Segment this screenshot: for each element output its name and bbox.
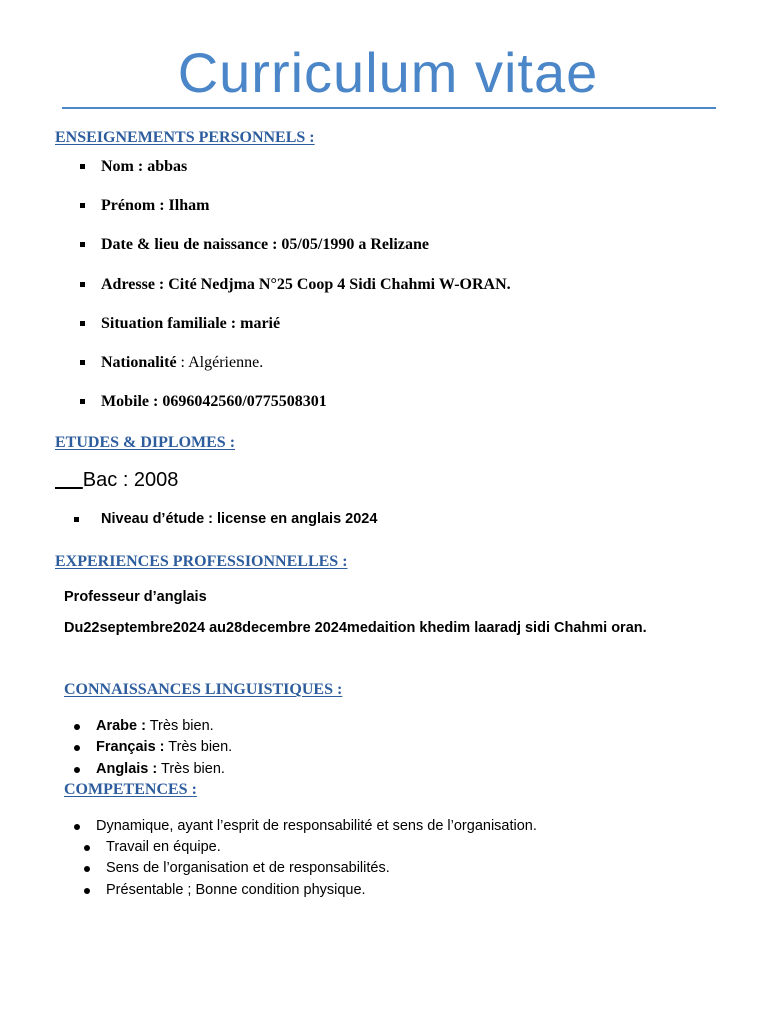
experience-details: Du22septembre2024 au28decembre 2024medaition khedim laaradj sidi Chahmi oran. (64, 620, 647, 636)
language-name: Français : (96, 739, 165, 755)
language-item (96, 761, 225, 777)
experience-role: Professeur d’anglais (64, 589, 207, 605)
nationality-value: : Algérienne. (176, 354, 264, 371)
title-divider (62, 107, 716, 109)
info-nationality (101, 354, 263, 372)
skill-item: Sens de l’organisation et de responsabilités. (106, 860, 390, 876)
bullet-dot-icon (74, 724, 80, 730)
section-heading-studies: ETUDES & DIPLOMES : (55, 434, 236, 451)
page-title: Curriculum vitae (177, 41, 599, 104)
bac-text: Bac : 2008 (82, 469, 179, 491)
skill-item: Travail en équipe. (106, 839, 221, 855)
bac-indent (55, 469, 83, 491)
bullet-dot-icon (74, 745, 80, 751)
square-bullet-icon (74, 517, 79, 522)
info-address: Adresse : Cité Nedjma N°25 Coop 4 Sidi Chahmi W-ORAN. (101, 276, 511, 293)
language-level: Très bien. (145, 718, 214, 734)
study-level: Niveau d’étude : license en anglais 2024 (101, 511, 378, 527)
square-bullet-icon (80, 399, 85, 404)
square-bullet-icon (80, 282, 85, 287)
bac-line (55, 469, 178, 492)
nationality-label: Nationalité (101, 354, 177, 371)
bullet-dot-icon (84, 866, 90, 872)
square-bullet-icon (80, 360, 85, 365)
info-family-status: Situation familiale : marié (101, 315, 281, 332)
section-heading-skills: COMPETENCES : (64, 781, 197, 798)
language-item (96, 718, 214, 734)
info-firstname: Prénom : Ilham (101, 197, 210, 214)
bullet-dot-icon (84, 845, 90, 851)
language-item (96, 739, 232, 755)
language-level: Très bien. (164, 739, 233, 755)
language-name: Arabe : (96, 718, 146, 734)
bullet-dot-icon (74, 824, 80, 830)
square-bullet-icon (80, 203, 85, 208)
square-bullet-icon (80, 242, 85, 247)
bullet-dot-icon (84, 888, 90, 894)
info-mobile: Mobile : 0696042560/0775508301 (101, 393, 327, 410)
skill-item: Présentable ; Bonne condition physique. (106, 882, 366, 898)
square-bullet-icon (80, 164, 85, 169)
language-name: Anglais : (96, 761, 158, 777)
section-heading-languages: CONNAISSANCES LINGUISTIQUES : (64, 681, 343, 698)
skill-item: Dynamique, ayant l’esprit de responsabilité et sens de l’organisation. (96, 818, 537, 834)
section-heading-personal: ENSEIGNEMENTS PERSONNELS : (55, 129, 315, 146)
language-level: Très bien. (157, 761, 225, 777)
info-name: Nom : abbas (101, 158, 188, 175)
bullet-dot-icon (74, 767, 80, 773)
square-bullet-icon (80, 321, 85, 326)
info-birth: Date & lieu de naissance : 05/05/1990 a Relizane (101, 236, 429, 253)
section-heading-experience: EXPERIENCES PROFESSIONNELLES : (55, 553, 348, 570)
